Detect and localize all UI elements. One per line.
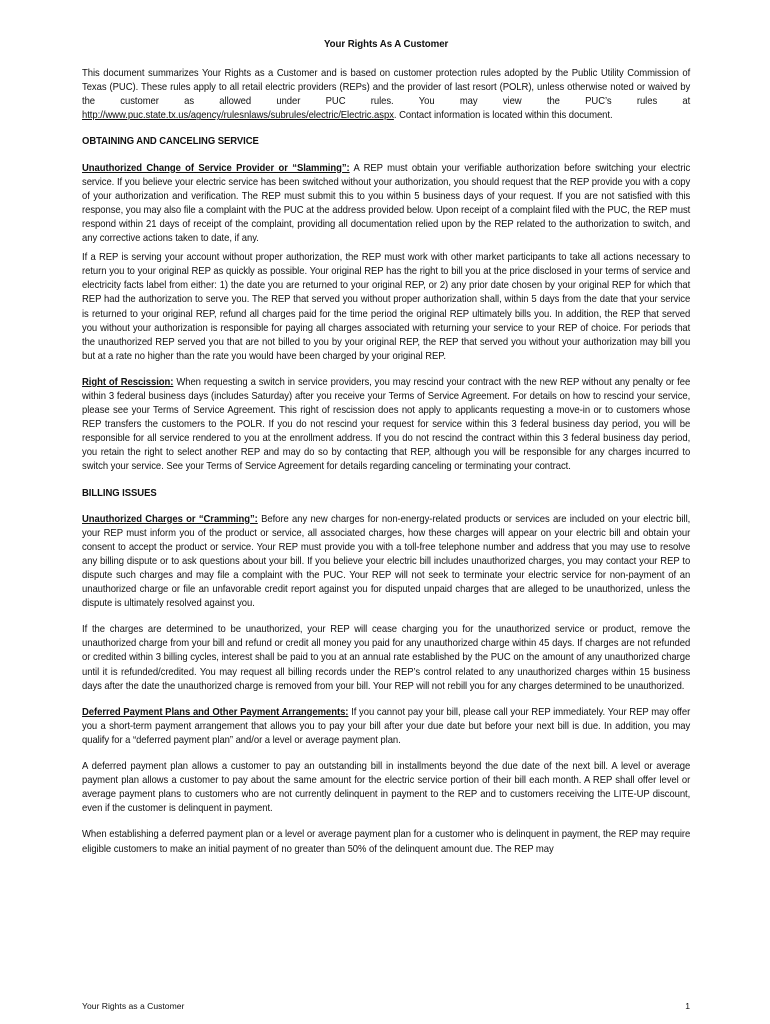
page-number: 1 — [685, 1001, 690, 1011]
rescission-text: When requesting a switch in service providers, you may rescind your contract with the new REP without any penalty or fee within 3 federal business days (includes Saturday) after you receive your Terms of Service Agreement. For details on how to rescind your service, please see your Terms of Service Agreement. This right of rescission does not apply to applicants requesting a move-in or to customers whose REP transfers the customers to the POLR. If you do not rescind your request for service within this 3 federal business day period, you will be responsible for all service rendered to you at the enrollment address. If you do not rescind the contract within this 3 federal business day period, you retain the right to select another REP and may do so by contacting that REP, although you will be responsible for any charges incurred to switch your service. See your Terms of Service Agreement for details regarding canceling or terminating your contract. — [82, 376, 691, 473]
intro-text: This document summarizes Your Rights as a Customer and is based on customer protection rules adopted by the Public Utility Commission of Texas (PUC). These rules apply to all retail electric providers (REPs) and the provider of last resort (POLR), unless otherwise noted or waived by the customer as allowed under PUC rules. You may view the PUC’s rules at — [82, 68, 691, 108]
slamming-paragraph — [82, 162, 690, 247]
deferred-payment-heading: Deferred Payment Plans and Other Payment Arrangements: — [82, 706, 349, 718]
document-body — [82, 38, 690, 857]
section-heading-obtaining: OBTAINING AND CANCELING SERVICE — [82, 136, 259, 148]
cramming-text: Before any new charges for non-energy-related products or services are included on your electric bill, your REP must inform you of the product or service, all associated charges, how these charges will appear on your electric bill and obtain your consent to accept the product or service. Your REP must provide you with a toll-free telephone number and address that you may use to resolve any billing dispute or to ask questions about your bill. If you believe your electric bill includes unauthorized charges, you may contact your REP to dispute such charges and may file a complaint with the PUC. Your REP will not seek to terminate your electric service for non-payment of an unauthorized charge or file an unfavorable credit report against you for disputed unpaid charges that are alleged to be unauthorized, unless the dispute is ultimately resolved against you. — [82, 513, 691, 610]
rescission-heading: Right of Rescission: — [82, 376, 174, 388]
puc-rules-link[interactable]: http://www.puc.state.tx.us/agency/rulesnlaws/subrules/electric/Electric.aspx — [82, 110, 394, 122]
document-title: Your Rights As A Customer — [323, 39, 449, 50]
cramming-paragraph — [82, 513, 690, 612]
footer-label: Your Rights as a Customer — [82, 1001, 185, 1011]
slamming-text: A REP must obtain your verifiable authorization before switching your electric service. If you believe your electric service has been switched without your authorization, you should request that the REP provide you with a copy of your authorization and verification. The REP must submit this to you within 5 business days of your request. If you are not satisfied with this response, you may also file a complaint with the PUC at the address provided below. Upon receipt of a complaint filed with the PUC, the REP must respond within 21 days of receipt of the complaint, providing all documentation relied upon by the REP related to the authorization to switch, and any corrective actions taken to date, if any. — [82, 162, 691, 245]
deferred-payment-paragraph-2: A deferred payment plan allows a customer to pay an outstanding bill in installments beyond the due date of the next bill. A level or average payment plan allows a customer to pay about the same amount for the electric service portion of their bill each month. A REP shall offer level or average payment plans to customers who are not currently delinquent in payment to the REP and to customers receiving the LITE-UP discount, even if the customer is delinquent in payment. — [82, 761, 691, 815]
intro-text-end: . Contact information is located within this document. — [393, 110, 613, 122]
rescission-paragraph — [82, 376, 690, 475]
section-heading-billing: BILLING ISSUES — [82, 487, 157, 499]
deferred-payment-paragraph — [82, 706, 690, 748]
cramming-heading: Unauthorized Charges or “Cramming”: — [82, 513, 258, 525]
slamming-paragraph-2: If a REP is serving your account without proper authorization, the REP must work with other market participants to take all actions necessary to return you to your original REP as quickly as possible. Your original REP has the right to bill you at the price disclosed in your terms of service and electricity facts label from either: 1) the date you are returned to your original REP, or 2) any prior date chosen by your original REP for which that REP had the authorization to serve you. The REP that served you without proper authorization shall, within 5 days from the date that your service is returned to your original REP, refund all charges paid for the time period the original REP ultimately bills you. In addition, the REP that served you without your authorization is responsible for paying all charges associated with returning your service to your REP of choice. For periods that the unauthorized REP served you that are not billed to you by your original REP, the REP that served you without your authorization may bill you but at a rate no higher than the rate you would have been charged by your original REP. — [82, 252, 691, 362]
deferred-payment-paragraph-3: When establishing a deferred payment plan or a level or average payment plan for a customer who is delinquent in payment, the REP may require eligible customers to make an initial payment of no greater than 50% of the delinquent amount due. The REP may — [82, 829, 691, 855]
intro-paragraph — [82, 67, 690, 123]
cramming-paragraph-2: If the charges are determined to be unauthorized, your REP will cease charging you for the unauthorized service or product, remove the unauthorized charge from your bill and refund or credit all money you paid for any unauthorized charge within 45 days. If charges are not refunded or credited within 3 billing cycles, interest shall be paid to you at an annual rate established by the PUC on the amount of any unauthorized charge until it is refunded/credited. You may request all billing records under the REP’s control related to any unauthorized charges within 15 business days after the date the unauthorized charge is removed from your bill. Your REP will not rebill you for any charges determined to be unauthorized. — [82, 624, 691, 692]
deferred-payment-text: If you cannot pay your bill, please call your REP immediately. Your REP may offer you a short-term payment arrangement that allows you to pay your bill after your due date but before your next bill is due. In addition, you may qualify for a “deferred payment plan” and/or a level or average payment plan. — [82, 706, 691, 746]
slamming-heading: Unauthorized Change of Service Provider or “Slamming”: — [82, 162, 350, 174]
